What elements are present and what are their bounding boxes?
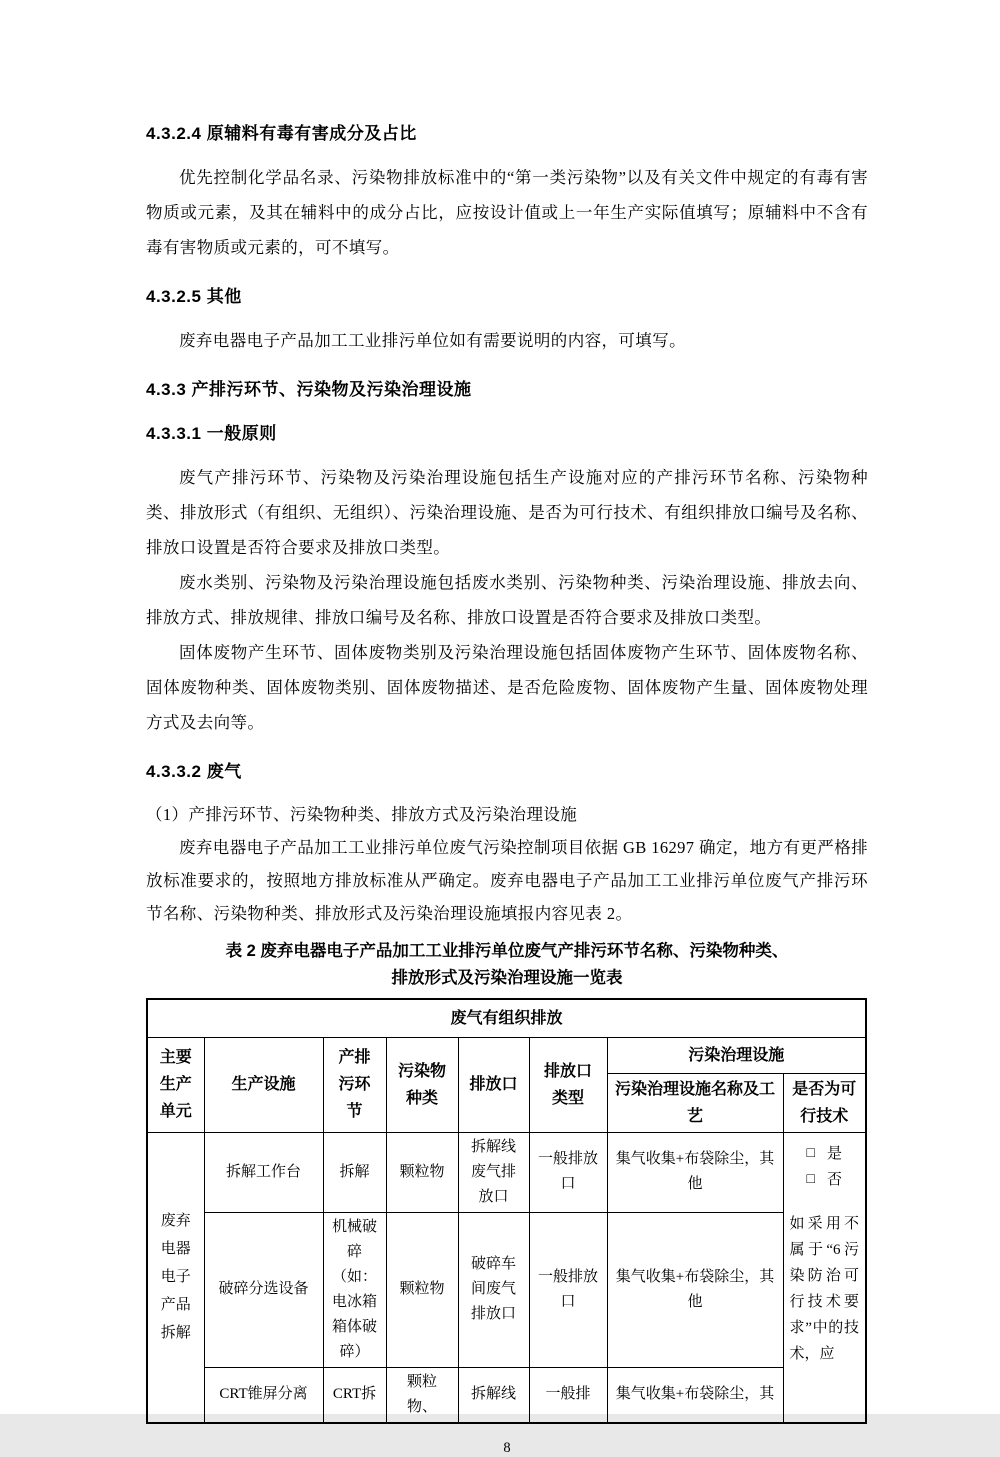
cell-treatment-row2: 集气收集+布袋除尘，其他 <box>607 1212 783 1367</box>
heading-4-3-3-2: 4.3.3.2 废气 <box>146 762 242 781</box>
cell-feasible-tech <box>783 1132 866 1423</box>
cell-pollutant-row2: 颗粒物 <box>386 1212 458 1367</box>
paragraph-other: 废弃电器电子产品加工工业排污单位如有需要说明的内容，可填写。 <box>179 331 686 350</box>
paragraph-waste-water-principle: 废水类别、污染物及污染治理设施包括废水类别、污染物种类、污染治理设施、排放去向、排放方式、排放规律、排放口编号及名称、排放口设置是否符合要求及排放口类型。 <box>146 573 868 627</box>
col-header-treatment-name: 污染治理设施名称及工艺 <box>607 1073 783 1132</box>
table-2-exhaust-emission <box>146 998 867 1424</box>
heading-4-3-3-1: 4.3.3.1 一般原则 <box>146 424 277 443</box>
cell-treatment-row1: 集气收集+布袋除尘，其他 <box>607 1132 783 1212</box>
col-header-outlet-type: 排放口类型 <box>529 1037 607 1132</box>
cell-process-row1: 拆解 <box>323 1132 386 1212</box>
page-number: 8 <box>503 1439 511 1456</box>
feasible-option-yes[interactable] <box>790 1141 860 1167</box>
heading-4-3-2-5: 4.3.2.5 其他 <box>146 287 242 306</box>
feasible-option-no[interactable] <box>790 1167 860 1193</box>
cell-main-unit-dismantling: 废弃电器电子产品拆解 <box>147 1132 204 1423</box>
table-banner-organized-emission: 废气有组织排放 <box>147 999 866 1037</box>
paragraph-raw-materials: 优先控制化学品名录、污染物排放标准中的“第一类污染物”以及有关文件中规定的有毒有害物质或元素，及其在辅料中的成分占比，应按设计值或上一年生产实际值填写；原辅料中不含有毒有害物质或元素的，可不填写。 <box>146 168 868 257</box>
feasible-no-label: 否 <box>826 1171 842 1188</box>
cell-treatment-row3: 集气收集+布袋除尘，其 <box>607 1367 783 1423</box>
paragraph-gb16297: 废弃电器电子产品加工工业排污单位废气污染控制项目依据 GB 16297 确定，地方有更严格排放标准要求的，按照地方排放标准从严确定。废弃电器电子产品加工工业排污单位废气产排污环节名称、污染物种类、排放形式及污染治理设施填报内容见表 2。 <box>146 838 868 923</box>
col-header-process: 产排污环节 <box>323 1037 386 1132</box>
page-content <box>146 0 868 1457</box>
table-caption <box>146 938 868 992</box>
cell-outlet-type-row1: 一般排放口 <box>529 1132 607 1212</box>
feasible-yes-label: 是 <box>826 1145 842 1162</box>
cell-facility-row3: CRT锥屏分离 <box>204 1367 323 1423</box>
col-header-main-unit: 主要生产单元 <box>147 1037 204 1132</box>
col-header-pollutant: 污染物种类 <box>386 1037 458 1132</box>
table-caption-line-1: 表 2 废弃电器电子产品加工工业排污单位废气产排污环节名称、污染物种类、 <box>225 942 789 960</box>
col-header-treatment-group: 污染治理设施 <box>607 1037 866 1073</box>
paragraph-waste-gas-principle: 废气产排污环节、污染物及污染治理设施包括生产设施对应的产排污环节名称、污染物种类、排放形式（有组织、无组织）、污染治理设施、是否为可行技术、有组织排放口编号及名称、排放口设置是否符合要求及排放口类型。 <box>146 468 868 557</box>
paragraph-item-1-title: （1）产排污环节、污染物种类、排放方式及污染治理设施 <box>146 805 578 824</box>
checkbox-no-icon[interactable]: □ <box>806 1171 815 1187</box>
cell-outlet-row2: 破碎车间废气排放口 <box>458 1212 529 1367</box>
cell-outlet-type-row3: 一般排 <box>529 1367 607 1423</box>
checkbox-yes-icon[interactable]: □ <box>806 1145 815 1161</box>
col-header-facility: 生产设施 <box>204 1037 323 1132</box>
cell-outlet-type-row2: 一般排放口 <box>529 1212 607 1367</box>
heading-4-3-2-4: 4.3.2.4 原辅料有毒有害成分及占比 <box>146 124 417 143</box>
col-header-outlet: 排放口 <box>458 1037 529 1132</box>
heading-4-3-3: 4.3.3 产排污环节、污染物及污染治理设施 <box>146 380 472 399</box>
cell-outlet-row1: 拆解线废气排放口 <box>458 1132 529 1212</box>
cell-facility-row1: 拆解工作台 <box>204 1132 323 1212</box>
paragraph-solid-waste-principle: 固体废物产生环节、固体废物类别及污染治理设施包括固体废物产生环节、固体废物名称、固体废物种类、固体废物类别、固体废物描述、是否危险废物、固体废物产生量、固体废物处理方式及去向等。 <box>146 643 868 732</box>
cell-pollutant-row1: 颗粒物 <box>386 1132 458 1212</box>
table-caption-line-2: 排放形式及污染治理设施一览表 <box>391 969 623 987</box>
col-header-feasible-tech: 是否为可行技术 <box>783 1073 866 1132</box>
cell-process-row3: CRT拆 <box>323 1367 386 1423</box>
cell-pollutant-row3: 颗粒物、 <box>386 1367 458 1423</box>
cell-facility-row2: 破碎分选设备 <box>204 1212 323 1367</box>
cell-outlet-row3: 拆解线 <box>458 1367 529 1423</box>
feasible-note-text: 如采用不属于“6污染防治可行技术要求”中的技术，应 <box>789 1215 860 1362</box>
cell-process-row2: 机械破碎（如：电冰箱箱体破碎） <box>323 1212 386 1367</box>
